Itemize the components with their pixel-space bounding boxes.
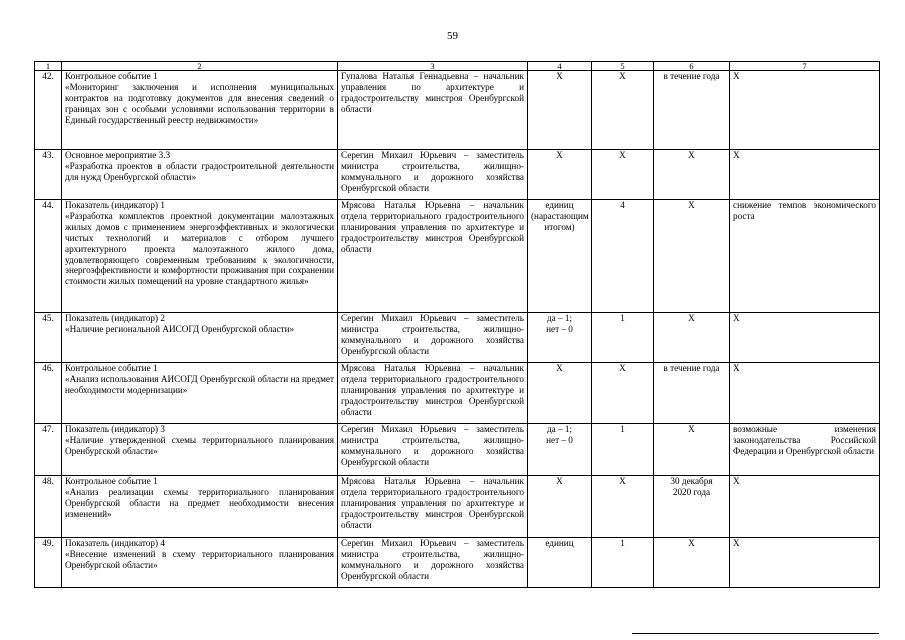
column-header: 2 xyxy=(62,62,338,71)
column-header: 3 xyxy=(338,62,528,71)
deadline-cell: в течение года xyxy=(654,71,730,150)
event-title xyxy=(62,363,338,424)
unit-line: нет – 0 xyxy=(546,434,573,445)
header-row xyxy=(35,62,880,71)
deadline-cell: Х xyxy=(654,313,730,363)
responsible-person: Серегин Михаил Юрьевич – заместитель министра строительства, жилищно-коммунального и дорожного хозяйства Оренбургской области xyxy=(338,538,528,588)
column-header: 5 xyxy=(592,62,654,71)
value-cell: Х xyxy=(592,363,654,424)
risk-cell: возможные изменения законодательства Российской Федерации и Оренбургской области xyxy=(730,424,880,476)
risk-cell: Х xyxy=(730,150,880,200)
row-number: 43. xyxy=(35,150,62,200)
row-number: 46. xyxy=(35,363,62,424)
table-row xyxy=(35,150,880,200)
responsible-person: Гупалова Наталья Геннадьевна – начальник управления по архитектуре и градостроительству минстроя Оренбургской области xyxy=(338,71,528,150)
unit-cell xyxy=(528,424,592,476)
unit-line: да – 1; xyxy=(546,313,573,323)
deadline-cell: в течение года xyxy=(654,363,730,424)
event-description: «Наличие региональной АИСОГД Оренбургской области» xyxy=(65,323,295,334)
unit-cell: Х xyxy=(528,71,592,150)
responsible-person: Мрясова Наталья Юрьевна – начальник отдела территориального градостроительного планирования управления по архитектуре и градостроительству минстроя Оренбургской области xyxy=(338,200,528,313)
deadline-cell: Х xyxy=(654,424,730,476)
column-header: 1 xyxy=(35,62,62,71)
event-type: Основное мероприятие 3.3 xyxy=(65,150,171,160)
risk-cell: Х xyxy=(730,476,880,538)
unit-cell: единиц xyxy=(528,538,592,588)
deadline-line: 30 декабря xyxy=(670,476,713,486)
row-number: 49. xyxy=(35,538,62,588)
risk-cell: Х xyxy=(730,313,880,363)
unit-cell xyxy=(528,313,592,363)
table-row xyxy=(35,363,880,424)
deadline-cell: Х xyxy=(654,538,730,588)
column-header: 7 xyxy=(730,62,880,71)
event-type: Показатель (индикатор) 2 xyxy=(65,313,165,323)
unit-cell: Х xyxy=(528,476,592,538)
row-number: 42. xyxy=(35,71,62,150)
risk-cell: Х xyxy=(730,363,880,424)
event-description: «Мониторинг заключения и исполнения муниципальных контрактов на подготовку документов для внесения сведений о границах зон с особыми условиями использования территории в Единый государственный реестр недвижимости» xyxy=(65,81,334,125)
value-cell: Х xyxy=(592,150,654,200)
unit-line: да – 1; xyxy=(546,424,573,434)
unit-cell: Х xyxy=(528,363,592,424)
table-row xyxy=(35,424,880,476)
table-row xyxy=(35,313,880,363)
unit-cell: Х xyxy=(528,150,592,200)
event-description: «Анализ использования АИСОГД Оренбургской области на предмет необходимости модернизации» xyxy=(65,373,334,395)
responsible-person: Серегин Михаил Юрьевич – заместитель министра строительства, жилищно-коммунального и дорожного хозяйства Оренбургской области xyxy=(338,313,528,363)
unit-cell: единиц (нарастающим итогом) xyxy=(528,200,592,313)
table-row xyxy=(35,200,880,313)
event-description: «Наличие утвержденной схемы территориального планирования Оренбургской области» xyxy=(65,434,334,456)
footer-rule xyxy=(632,633,879,634)
event-type: Показатель (индикатор) 4 xyxy=(65,538,165,548)
deadline-line: 2020 года xyxy=(672,486,711,497)
value-cell: Х xyxy=(592,71,654,150)
risk-cell: Х xyxy=(730,71,880,150)
responsible-person: Мрясова Наталья Юрьевна – начальник отдела территориального градостроительного планирования управления по архитектуре и градостроительству минстроя Оренбургской области xyxy=(338,476,528,538)
deadline-cell xyxy=(654,476,730,538)
event-description: «Внесение изменений в схему территориального планирования Оренбургской области» xyxy=(65,548,334,570)
event-title xyxy=(62,150,338,200)
event-type: Показатель (индикатор) 3 xyxy=(65,424,165,434)
page-number: 59 xyxy=(447,30,458,42)
value-cell: 4 xyxy=(592,200,654,313)
deadline-cell: Х xyxy=(654,150,730,200)
deadline-cell: Х xyxy=(654,200,730,313)
value-cell: 1 xyxy=(592,313,654,363)
row-number: 48. xyxy=(35,476,62,538)
table-row xyxy=(35,476,880,538)
event-type: Контрольное событие 1 xyxy=(65,71,158,81)
row-number: 44. xyxy=(35,200,62,313)
event-title xyxy=(62,71,338,150)
value-cell: 1 xyxy=(592,424,654,476)
risk-cell: Х xyxy=(730,538,880,588)
table-row xyxy=(35,538,880,588)
column-header: 4 xyxy=(528,62,592,71)
risk-cell: снижение темпов экономического роста xyxy=(730,200,880,313)
row-number: 47. xyxy=(35,424,62,476)
column-header: 6 xyxy=(654,62,730,71)
event-title xyxy=(62,313,338,363)
value-cell: Х xyxy=(592,476,654,538)
responsible-person: Серегин Михаил Юрьевич – заместитель министра строительства, жилищно-коммунального и дорожного хозяйства Оренбургской области xyxy=(338,150,528,200)
event-title xyxy=(62,200,338,313)
event-type: Контрольное событие 1 xyxy=(65,363,158,373)
event-title xyxy=(62,538,338,588)
event-type: Показатель (индикатор) 1 xyxy=(65,200,165,210)
table-row xyxy=(35,71,880,150)
row-number: 45. xyxy=(35,313,62,363)
event-description: «Анализ реализации схемы территориального планирования Оренбургской области на предмет необходимости внесения изменений» xyxy=(65,486,334,519)
event-title xyxy=(62,424,338,476)
responsible-person: Серегин Михаил Юрьевич – заместитель министра строительства, жилищно-коммунального и дорожного хозяйства Оренбургской области xyxy=(338,424,528,476)
event-description: «Разработка комплектов проектной документации малоэтажных жилых домов с применением энергоэффективных и экологически чистых технологий и материалов с отбором лучшего архитектурного проекта малоэтажного жилого дома, удовлетворяющего современным требованиям к экологичности, энергоэффективности и комфортности проживания при сохранении стоимости жилых помещений на уровне стандартного жилья» xyxy=(65,210,334,287)
event-description: «Разработка проектов в области градостроительной деятельности для нужд Оренбургской области» xyxy=(65,160,334,182)
plan-table xyxy=(34,61,880,588)
value-cell: 1 xyxy=(592,538,654,588)
event-title xyxy=(62,476,338,538)
responsible-person: Мрясова Наталья Юрьевна – начальник отдела территориального градостроительного планирования управления по архитектуре и градостроительству минстроя Оренбургской области xyxy=(338,363,528,424)
event-type: Контрольное событие 1 xyxy=(65,476,158,486)
unit-line: нет – 0 xyxy=(546,323,573,334)
